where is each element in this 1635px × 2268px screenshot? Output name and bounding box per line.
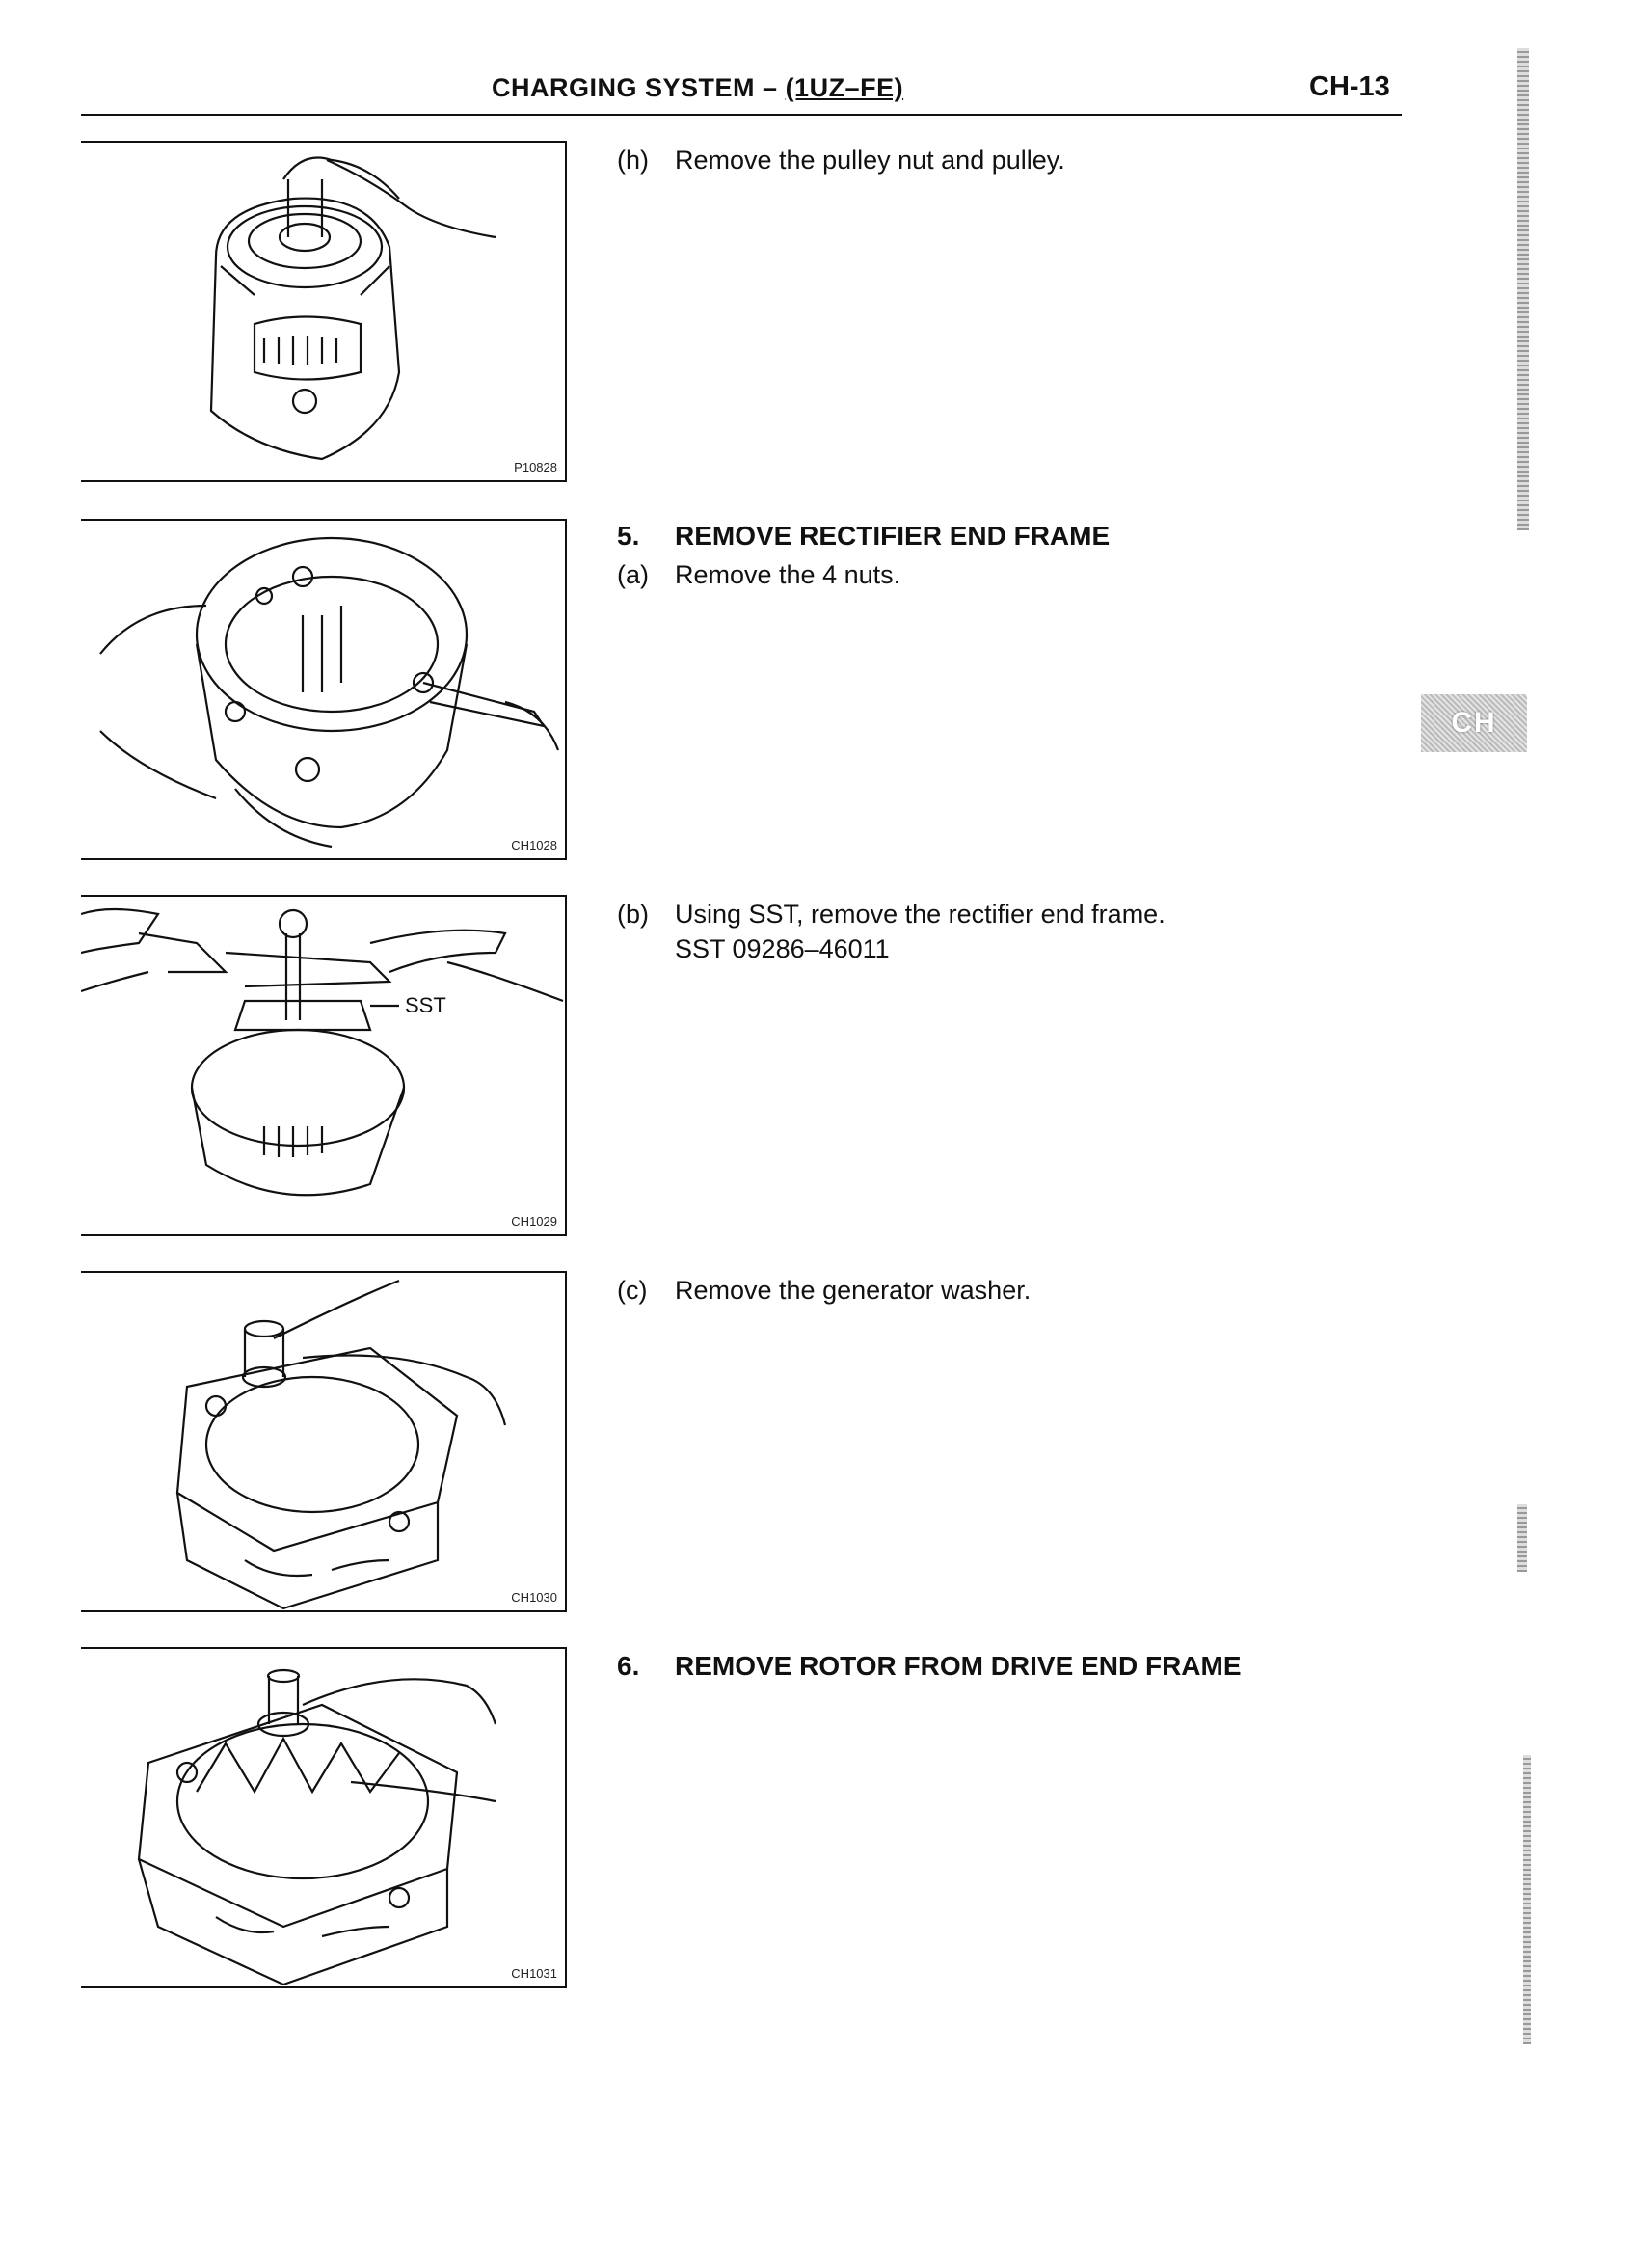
step-label: 6.	[617, 1651, 640, 1681]
sst-callout: SST	[405, 993, 446, 1017]
step-label: (h)	[617, 146, 649, 175]
rotor-removal-illustration	[81, 1647, 565, 1986]
figure-sst-rectifier	[81, 895, 567, 1236]
section-tab: CH	[1421, 694, 1527, 752]
alternator-pulley-illustration	[81, 141, 565, 480]
step-a	[617, 557, 900, 592]
step-label: (c)	[617, 1276, 648, 1305]
step-h	[617, 143, 1065, 177]
header-divider	[81, 114, 1402, 116]
wrench-on-nuts-illustration	[81, 519, 565, 858]
step-text: Remove the pulley nut and pulley.	[675, 146, 1065, 175]
figure-pulley-removal	[81, 141, 567, 482]
step-text: REMOVE ROTOR FROM DRIVE END FRAME	[675, 1651, 1242, 1681]
step-label: (b)	[617, 900, 649, 929]
step-c	[617, 1273, 1031, 1308]
page-number: CH-13	[1309, 71, 1390, 102]
figure-code: P10828	[514, 460, 557, 474]
header-title-dash: –	[755, 73, 786, 102]
step-label: 5.	[617, 521, 640, 551]
step-6-heading	[617, 1649, 1242, 1684]
scan-edge-strip-bottom	[1523, 1755, 1531, 2044]
figure-code: CH1031	[511, 1966, 557, 1981]
figure-remove-nuts	[81, 519, 567, 860]
step-b	[617, 897, 1166, 966]
sst-puller-illustration	[81, 895, 565, 1234]
step-label: (a)	[617, 560, 649, 589]
scan-edge-strip-top	[1517, 48, 1529, 530]
step-text: Remove the generator washer.	[675, 1276, 1032, 1305]
header-title-main: CHARGING SYSTEM	[492, 73, 756, 102]
figure-code: CH1028	[511, 838, 557, 852]
washer-removal-illustration	[81, 1271, 565, 1610]
step-text: Remove the 4 nuts.	[675, 560, 901, 589]
scan-edge-strip-mid	[1517, 1504, 1527, 1572]
figure-remove-rotor	[81, 1647, 567, 1988]
step-text: REMOVE RECTIFIER END FRAME	[675, 521, 1111, 551]
figure-generator-washer	[81, 1271, 567, 1612]
header-title-sub: (1UZ–FE)	[785, 73, 904, 102]
step-5-heading	[617, 519, 1110, 554]
figure-code: CH1030	[511, 1590, 557, 1605]
figure-code: CH1029	[511, 1214, 557, 1228]
page-header-title	[492, 73, 903, 103]
step-text: Using SST, remove the rectifier end frame.	[675, 900, 1166, 929]
sst-part-number: SST 09286–46011	[675, 934, 890, 963]
